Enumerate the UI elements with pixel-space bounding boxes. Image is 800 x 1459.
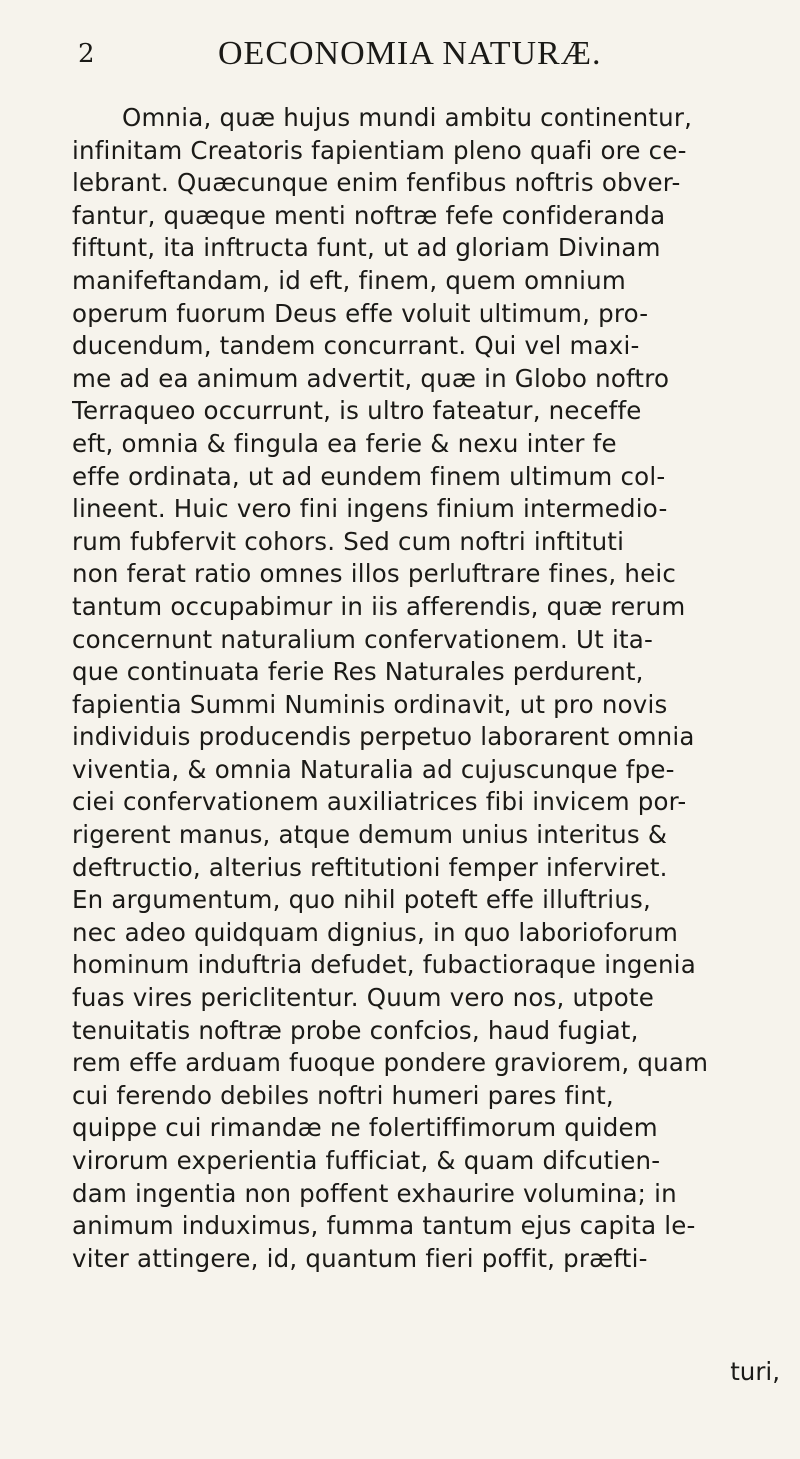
running-head: OECONOMIA NATURÆ. (218, 35, 602, 72)
text-line: que continuata ferie Res Naturales perdurent, (72, 657, 644, 687)
text-line: ducendum, tandem concurrant. Qui vel maxi- (72, 331, 640, 361)
text-line: hominum induftria defudet, fubactioraque ingenia (72, 950, 696, 980)
text-line: animum induximus, fumma tantum ejus capita le- (72, 1211, 696, 1241)
catchword: turi, (730, 1357, 780, 1386)
text-line: deftructio, alterius reftitutioni femper inferviret. (72, 852, 668, 882)
text-line: manifeftandam, id eft, finem, quem omnium (72, 265, 626, 295)
text-line: lineent. Huic vero fini ingens finium intermedio- (72, 494, 668, 524)
text-line: virorum experientia fufficiat, & quam difcutien- (72, 1146, 661, 1175)
text-line: ciei confervationem auxiliatrices fibi invicem por- (72, 787, 687, 817)
text-line: dam ingentia non poffent exhaurire volumina; in (72, 1178, 677, 1208)
text-line: cui ferendo debiles noftri humeri pares fint, (72, 1080, 614, 1110)
text-line: lebrant. Quæcunque enim fenfibus noftris obver- (72, 168, 681, 198)
text-line: viter attingere, id, quantum fieri poffit, præfti- (72, 1243, 648, 1273)
text-line: eft, omnia & fingula ea ferie & nexu inter fe (72, 428, 617, 458)
text-line: quippe cui rimandæ ne folertiffimorum quidem (72, 1113, 658, 1143)
text-line: non ferat ratio omnes illos perluftrare fines, heic (72, 559, 677, 589)
text-line: concernunt naturalium confervationem. Ut ita- (72, 624, 654, 654)
text-line: me ad ea animum advertit, quæ in Globo noftro (72, 363, 670, 393)
text-line: tenuitatis noftræ probe confcios, haud fugiat, (72, 1015, 639, 1045)
text-line: Terraqueo occurrunt, is ultro fateatur, neceffe (72, 396, 642, 426)
text-line: rum fubfervit cohors. Sed cum noftri inftituti (72, 526, 625, 556)
page-number: 2 (78, 39, 95, 69)
text-line: individuis producendis perpetuo laborarent omnia (72, 722, 695, 752)
text-line: operum fuorum Deus effe voluit ultimum, pro- (72, 298, 649, 328)
text-line: Omnia, quæ hujus mundi ambitu continentur, (122, 103, 693, 132)
text-line: infinitam Creatoris fapientiam pleno quafi ore ce- (72, 135, 687, 165)
paragraph (72, 102, 780, 1275)
text-line: fuas vires periclitentur. Quum vero nos, utpote (72, 983, 655, 1013)
text-line: viventia, & omnia Naturalia ad cujuscunque fpe- (72, 754, 675, 784)
page-header (78, 30, 778, 78)
text-line: rigerent manus, atque demum unius interitus & (72, 820, 668, 850)
text-line: fantur, quæque menti noftræ fefe confideranda (72, 200, 666, 230)
text-line: fapientia Summi Numinis ordinavit, ut pro novis (72, 689, 668, 719)
text-line: nec adeo quidquam dignius, in quo laborioforum (72, 917, 679, 947)
text-line: tantum occupabimur in iis afferendis, quæ rerum (72, 591, 686, 621)
text-line: En argumentum, quo nihil poteft effe illuftrius, (72, 885, 651, 915)
text-line: rem effe arduam fuoque pondere graviorem, quam (72, 1048, 709, 1078)
text-line: effe ordinata, ut ad eundem finem ultimum col- (72, 461, 666, 491)
text-line: fiftunt, ita inftructa funt, ut ad gloriam Divinam (72, 233, 661, 263)
